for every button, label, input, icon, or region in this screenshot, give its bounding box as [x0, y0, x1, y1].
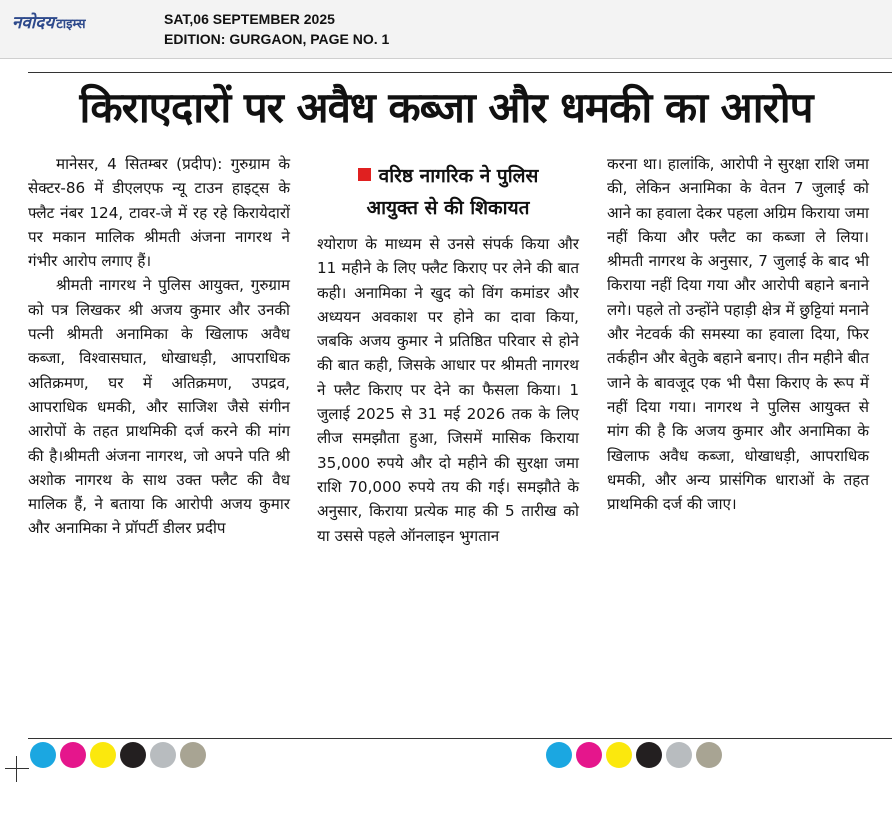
color-swatch-dot [636, 742, 662, 768]
subhead-line-2: आयुक्त से की शिकायत [366, 197, 530, 219]
edition-line: EDITION: GURGAON, PAGE NO. 1 [164, 31, 390, 47]
date-line: SAT,06 SEPTEMBER 2025 [164, 11, 335, 27]
color-swatch-dot [30, 742, 56, 768]
col1-paragraph-1: मानेसर, 4 सितम्बर (प्रदीप): गुरुग्राम के सेक्टर-86 में डीएलएफ न्यू टाउन हाइट्स के फ्लैट नंबर 124, टावर-जे में रह रहे किरायेदारों पर मकान मालिक श्रीमती अंजना नागरथ ने गंभीर आरोप लगाए हैं। [28, 155, 290, 271]
color-swatch-dot [60, 742, 86, 768]
top-bar [0, 0, 892, 59]
subheading [317, 160, 579, 224]
color-swatch-dot [90, 742, 116, 768]
color-swatch-dot [180, 742, 206, 768]
col1-paragraph-2: श्रीमती नागरथ ने पुलिस आयुक्त, गुरुग्राम को पत्र लिखकर श्री अजय कुमार और उनकी पत्नी श्रीमती अनामिका के खिलाफ अवैध कब्जा, विश्वासघात, धोखाधड़ी, आपराधिक अतिक्रमण, घर में अतिक्रमण, उपद्रव, आपराधिक धमकी, और साजिश जैसे संगीन आरोपों के तहत प्राथमिकी दर्ज करने की मांग की है।श्रीमती अंजना नागरथ, जो अपने पति श्री अशोक नागरथ के साथ उक्त फ्लैट की वैध मालिक हैं, ने बताया कि आरोपी अजय कुमार और अनामिका ने प्रॉपर्टी डीलर प्रदीप [28, 276, 290, 538]
color-swatch-dot [120, 742, 146, 768]
logo-sub-text: टाइम्स [56, 17, 86, 32]
column-1 [28, 152, 290, 541]
logo-main-text: नवोदय [12, 13, 55, 33]
red-square-icon [358, 168, 371, 181]
color-swatch-dot [150, 742, 176, 768]
color-swatch-dot [546, 742, 572, 768]
registration-mark-vertical [16, 756, 17, 782]
subhead-line-1: वरिष्ठ नागरिक ने पुलिस [378, 165, 539, 187]
cmyk-swatch-left [30, 742, 206, 768]
column-3 [607, 152, 869, 516]
color-swatch-dot [576, 742, 602, 768]
col2-paragraph-1: श्योराण के माध्यम से उनसे संपर्क किया और 11 महीने के लिए फ्लैट किराए पर लेने की बात कही। अनामिका ने खुद को विंग कमांडर और अध्ययन अवकाश पर होने का दावा किया, जबकि अजय कुमार ने प्रतिष्ठित परिवार से होने की बात कही, जिसके आधार पर श्रीमती नागरथ ने फ्लैट किराए पर देने का फैसला किया। 1 जुलाई 2025 से 31 मई 2026 तक के लिए लीज समझौता हुआ, जिसमें मासिक किराया 35,000 रुपये और दो महीने की सुरक्षा जमा राशि 70,000 रुपये तय की गई। समझौते के अनुसार, किराया प्रत्येक माह की 5 तारीख को या उससे पहले ऑनलाइन भुगतान [317, 235, 579, 545]
col3-paragraph-1: करना था। हालांकि, आरोपी ने सुरक्षा राशि जमा की, लेकिन अनामिका के वेतन 7 जुलाई को आने का हवाला देकर पहला अग्रिम किराया जमा नहीं किया और फ्लैट का कब्जा ले लिया। श्रीमती नागरथ के अनुसार, 7 जुलाई के बाद भी किराया नहीं दिया गया और आरोपी बहाने बनाने लगे। पहले तो उन्होंने पहाड़ी क्षेत्र में छुट्टियां मनाने और नेटवर्क की समस्या का हवाला दिया, फिर तर्कहीन और बेतुके बहाने बनाए। तीन महीने बीत जाने के बावजूद एक भी पैसा किराए के रूप में नहीं दिया गया। नागरथ ने पुलिस आयुक्त से मांग की है कि अजय कुमार और अनामिका के खिलाफ अवैध कब्जा, धोखाधड़ी, आपराधिक धमकी, और अन्य प्रासंगिक धाराओं के तहत प्राथमिकी दर्ज की जाए। [607, 155, 869, 514]
headline: किराएदारों पर अवैध कब्जा और धमकी का आरोप [79, 83, 813, 132]
bottom-rule [28, 738, 892, 739]
registration-mark-icon [5, 768, 29, 769]
top-rule [28, 72, 892, 73]
color-swatch-dot [696, 742, 722, 768]
edition-info [164, 9, 389, 49]
column-2 [317, 232, 579, 548]
cmyk-swatch-right [546, 742, 722, 768]
newspaper-logo [12, 10, 86, 33]
color-swatch-dot [606, 742, 632, 768]
color-swatch-dot [666, 742, 692, 768]
